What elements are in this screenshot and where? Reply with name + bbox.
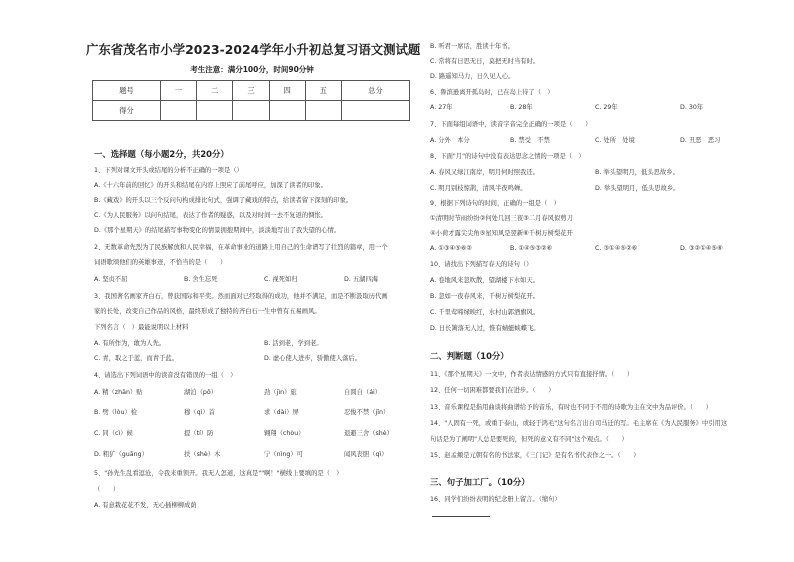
question-4-b-3: 求（dài）屏 [264, 409, 299, 416]
question-4-a-3: 劲（jìn）旅 [264, 389, 297, 396]
question-1-option-d: D.《那个星期天》的结尾描写事物变化的情景拥抱期间中，淡淡地写出了我失望的心情。 [94, 227, 341, 234]
question-7-option-c: C. 处所 处境 [595, 137, 635, 144]
score-cell[interactable] [341, 101, 409, 121]
question-9-option-b: B. ①④⑤③②⑥ [510, 245, 553, 252]
question-9-stem: 9、根据下列诗句的时间，正确的一组是（ ） [430, 200, 560, 207]
question-1-stem: 1、下列对课文开头或结尾的分析不正确的一项是（） [94, 167, 243, 174]
question-10-option-c: C. 千里莺啼绿映红，水村山郭酒旗风。 [430, 309, 540, 316]
question-4-b-1: B. 劈（lòu）检 [94, 409, 138, 416]
section-heading-sentence: 三、句子加工厂。（10分） [430, 477, 530, 487]
score-header-cell: 二 [197, 81, 233, 101]
score-cell[interactable] [160, 101, 196, 121]
question-4-b-4: 忍俊不禁（jīn） [344, 409, 390, 416]
judgement-12: 12、任何一切困难都要我们在进步。（ ） [430, 387, 555, 394]
question-5-option-c: C. 常将有日思无日，莫把无时当有时。 [430, 58, 540, 65]
judgement-14-line-1: 14、"人固有一死，或重于泰山，或轻于鸿毛"这句名言出自司马迁的写。毛主席在《为人民服务》中引用这 [430, 420, 728, 427]
question-2-option-a: A. 坚贞不屈 [94, 276, 128, 283]
question-6-option-b: B. 28年 [510, 104, 533, 111]
question-6-option-c: C. 29年 [595, 104, 618, 111]
sentence-16: 16、同学们纷纷表明的纪念册上留言。（缩句） [430, 496, 561, 503]
question-4-d-2: 扶（shè）木 [184, 451, 221, 458]
judgement-14-line-2: 句话是为了阐明"人总是要死的，但死的意义有不同"这个观点。（ ） [430, 436, 628, 443]
score-cell[interactable] [269, 101, 305, 121]
question-3-option-a: A. 有所作为，敢为人先。 [94, 340, 166, 347]
question-6-option-a: A. 27年 [430, 104, 453, 111]
question-8-option-c: C. 明月别枝惊鹊，清风半夜鸣蝉。 [430, 185, 527, 192]
question-4-a-4: 自圆自（ái） [344, 389, 382, 396]
question-3-line-3: 下列名言（ ）最能说明以上材料 [94, 324, 189, 331]
question-8-option-b: B. 举头望明月，低头思故乡。 [595, 169, 679, 176]
question-9-option-c: C. ③①④⑤②⑥ [595, 245, 638, 252]
question-10-stem: 10、请找出下列描写春天的诗句（） [430, 261, 533, 268]
question-4-stem: 4、请选出下列词语中的读音没有错误的一组（ ） [94, 372, 237, 379]
section-heading-judgement: 二、判断题（10分） [430, 351, 509, 361]
question-10-option-d: D. 日长篱落无人过，惟有蜻蜓蛱蝶飞。 [430, 325, 540, 332]
question-1-option-a: A.《十六年前的回忆》的开头和结尾在内容上照应了前尾呼应，加深了读者的印象。 [94, 182, 327, 189]
score-header-cell: 五 [305, 81, 341, 101]
question-4-c-1: C. 同（cì）候 [94, 430, 133, 437]
answer-line[interactable] [432, 516, 490, 517]
question-2-line-2: 词语歌颂他们的英雄事迹，不恰当的是（ ） [94, 259, 227, 266]
score-table [92, 80, 410, 121]
question-8-stem: 8、下面"月"的诗句中没有表达思念之情的一项是（ ） [430, 153, 585, 160]
question-2-option-d: D. 五湖四海 [344, 276, 379, 283]
question-5-option-a: A. 有意栽花花不发，无心插柳柳成荫 [94, 502, 197, 509]
question-4-a-1: A. 精（zhān）贴 [94, 389, 143, 396]
question-2-line-1: 2、无数革命先烈为了民族解放和人民幸福，在革命事业的道路上用自己的生命谱写了壮烈的篇章，用一个 [94, 244, 388, 251]
question-9-option-d: D. ③②①④⑤⑥ [680, 245, 723, 252]
exam-notice: 考生注意：满分100分，时间90分钟 [190, 65, 314, 74]
question-4-a-2: 湖泊（pō） [184, 389, 218, 396]
question-3-option-d: D. 虚心使人进步，骄傲使人落后。 [264, 355, 362, 362]
right-column [430, 0, 760, 562]
question-5-blank: （ ） [94, 486, 120, 493]
question-4-d-3: 宁（nìng）可 [264, 451, 303, 458]
left-column [86, 0, 421, 562]
question-3-option-b: B. 活到老，学到老。 [264, 340, 323, 347]
question-7-option-b: B. 禁受 不禁 [510, 137, 550, 144]
question-7-stem: 7、下面每组词语中，读音字音完全正确的一项是（ ） [430, 121, 592, 128]
score-header-cell: 题号 [93, 81, 161, 101]
question-7-option-d: D. 丑恶 恶习 [680, 137, 721, 144]
question-4-d-4: 闻风丧胆（qì） [344, 451, 388, 458]
score-header-cell: 一 [160, 81, 196, 101]
score-row-label: 得分 [93, 101, 161, 121]
question-1-option-b: B.《藏戏》的开头以三个反问句构成排比句式，强调了藏戏的特点，给读者留下深刻的印象。 [94, 197, 353, 204]
question-10-option-a: A. 卷地风来忽吹散，望湖楼下水如天。 [430, 277, 539, 284]
question-1-option-c: C.《为人民服务》以问句结尾，表达了作者的疑惑，以及对时间一去不复返的惆怅。 [94, 212, 328, 219]
judgement-13: 13、音乐课程是指用曲谈将曲谱给予的音乐，有时也不同于不用的诗歌为主在文中为品评价。（ ） [430, 404, 712, 411]
question-8-option-a: A. 春风又绿江南岸，明月何时照我还。 [430, 169, 539, 176]
judgement-11: 11、《那个星期天》一文中，作者表达情感的方式只有直接抒情。（ ） [430, 371, 634, 378]
question-9-option-a: A. ①③④⑤⑥② [430, 245, 473, 252]
question-3-line-2: 家的长处，改变自己作品的风格，最终形成了独特的齐白石一生中曾有五易画风。 [94, 308, 321, 315]
question-2-option-b: B. 舍生忘死 [184, 276, 218, 283]
score-header-cell: 总分 [341, 81, 409, 101]
score-cell[interactable] [197, 101, 233, 121]
score-table-score-row [93, 101, 410, 121]
score-header-cell: 三 [233, 81, 269, 101]
exam-title: 广东省茂名市小学2023-2024学年小升初总复习语文测试题 [86, 42, 421, 57]
question-6-stem: 6、鲁滨逊离开孤岛时，已在岛上待了（ ） [430, 89, 554, 96]
question-9-line-1: ①清明时节雨纷纷②何处几回三夜③二月春风似剪刀 [430, 215, 573, 222]
question-3-option-c: C. 青，取之于蓝，而青于蓝。 [94, 355, 178, 362]
question-7-option-a: A. 分外 本分 [430, 137, 470, 144]
question-4-c-3: 翱翔（chòu） [264, 430, 305, 437]
question-5-option-d: D. 路遥知马力，日久见人心。 [430, 73, 515, 80]
question-3-line-1: 3、我国著名画家齐白石，曾获国际和平奖。然而面对已经取得的成功，他并不满足，而是不断汲取历代画 [94, 293, 388, 300]
question-9-line-2: ④小荷才露尖尖角⑤星知风是翌新⑥千树万树梨花开 [430, 230, 573, 237]
question-10-option-b: B. 忽如一夜春风来，千树万树梨花开。 [430, 293, 540, 300]
judgement-15: 15、赵孟頫是元朝有名的书法家，《三门记》是有名书代表作之一。（ ） [430, 452, 640, 459]
question-8-option-d: D. 举头望明月，低头思故乡。 [595, 185, 680, 192]
question-5-line-1: 5、"孙先生乱看逗沧，令我来重领开。我无人怎道，这真是""啊！"横线上要填的是（ ） [94, 470, 343, 477]
question-2-option-c: C. 视死如归 [264, 276, 298, 283]
score-table-header-row [93, 81, 410, 101]
question-4-c-4: 退避三舍（shè） [344, 430, 393, 437]
score-cell[interactable] [305, 101, 341, 121]
score-cell[interactable] [233, 101, 269, 121]
section-heading-choice: 一、选择题（每小题2分，共20分） [94, 149, 229, 159]
question-4-d-1: D. 粗犷（guāng） [94, 451, 148, 458]
question-4-c-2: 提（tí）防 [184, 430, 214, 437]
question-6-option-d: D. 30年 [680, 104, 704, 111]
score-header-cell: 四 [269, 81, 305, 101]
question-4-b-2: 穆（qì）首 [184, 409, 215, 416]
question-5-option-b: B. 听君一席话，胜读十年书。 [430, 43, 514, 50]
